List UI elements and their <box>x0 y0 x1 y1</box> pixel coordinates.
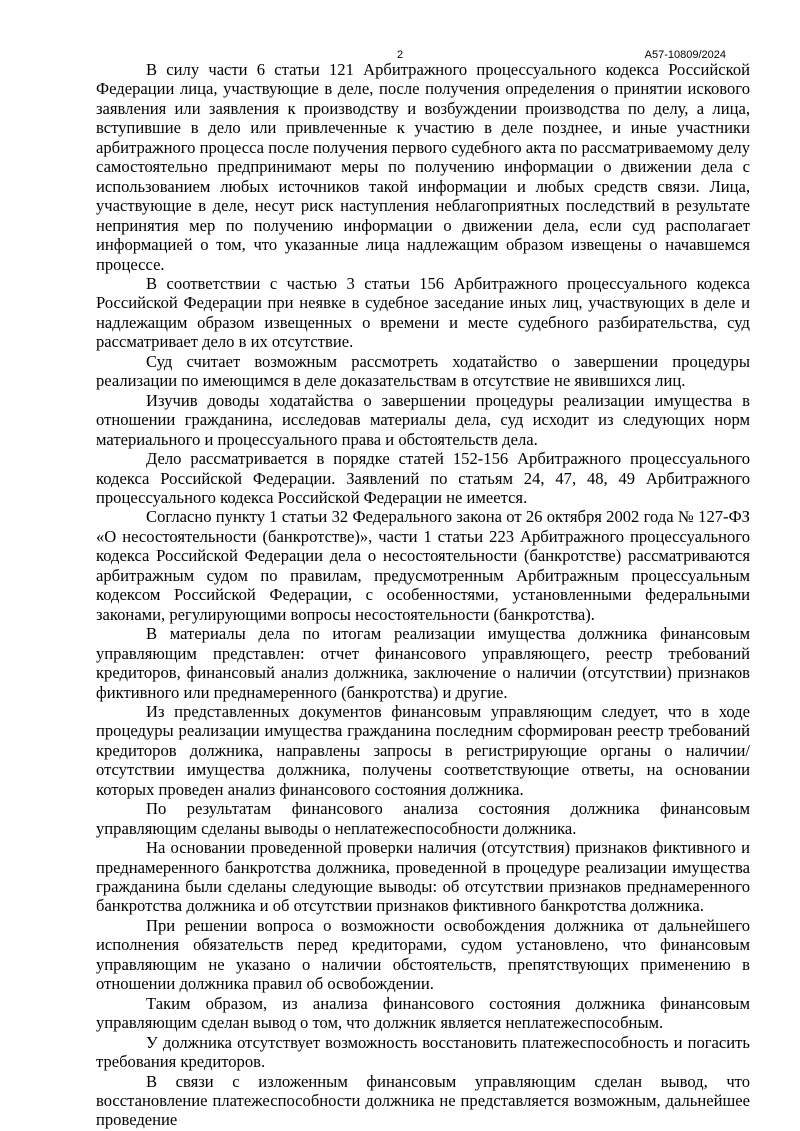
paragraph: По результатам финансового анализа состояния должника финансовым управляющим сделаны выводы о неплатежеспособности должника. <box>96 799 750 838</box>
paragraph: В соответствии с частью 3 статьи 156 Арбитражного процессуального кодекса Российской Федерации при неявке в судебное заседание иных лиц, участвующих в деле и надлежащим образом извещенных о времени и месте судебного разбирательства, суд рассматривает дело в их отсутствие. <box>96 273 750 352</box>
paragraph: Согласно пункту 1 статьи 32 Федерального закона от 26 октября 2002 года № 127-ФЗ «О несостоятельности (банкротстве)», части 1 статьи 223 Арбитражного процессуального кодекса Российской Федерации дела о несостоятельности (банкротстве) рассматриваются арбитражным судом по правилам, предусмотренным Арбитражным процессуальным кодексом Российской Федерации, с особенностями, установленными федеральными законами, регулирующими вопросы несостоятельности (банкротства). <box>96 507 750 624</box>
paragraph: На основании проведенной проверки наличия (отсутствия) признаков фиктивного и преднамеренного банкротства должника, проведенной в процедуре реализации имущества гражданина были сделаны следующие выводы: об отсутствии признаков преднамеренного банкротства должника и об отсутствии признаков фиктивного банкротства должника. <box>96 838 750 916</box>
paragraph: Таким образом, из анализа финансового состояния должника финансовым управляющим сделан вывод о том, что должник является неплатежеспособным. <box>96 993 750 1033</box>
paragraph: Суд считает возможным рассмотреть ходатайство о завершении процедуры реализации по имеющимся в деле доказательствам в отсутствие не явившихся лиц. <box>96 351 750 391</box>
paragraph: Из представленных документов финансовым управляющим следует, что в ходе процедуры реализации имущества гражданина последним сформирован реестр требований кредиторов должника, направлены запросы в регистрирующие органы о наличии/отсутствии имущества должника, получены соответствующие ответы, на основании которых проведен анализ финансового состояния должника. <box>96 701 750 799</box>
case-number: А57-10809/2024 <box>644 49 726 61</box>
document-body <box>96 60 750 1130</box>
paragraph: У должника отсутствует возможность восстановить платежеспособность и погасить требования кредиторов. <box>96 1032 750 1072</box>
paragraph: В связи с изложенным финансовым управляющим сделан вывод, что восстановление платежеспособности должника не представляется возможным, дальнейшее проведение <box>96 1071 750 1130</box>
paragraph: Изучив доводы ходатайства о завершении процедуры реализации имущества в отношении гражданина, исследовав материалы дела, суд исходит из следующих норм материального и процессуального права и обстоятельств дела. <box>96 390 750 449</box>
paragraph: Дело рассматривается в порядке статей 152-156 Арбитражного процессуального кодекса Российской Федерации. Заявлений по статьям 24, 47, 48, 49 Арбитражного процессуального кодекса Российской Федерации не имеется. <box>96 449 750 507</box>
paragraph: При решении вопроса о возможности освобождения должника от дальнейшего исполнения обязательств перед кредиторами, судом установлено, что финансовым управляющим не указано о наличии обстоятельств, препятствующих применению в отношении должника правил об освобождении. <box>96 915 750 994</box>
page-number: 2 <box>396 49 404 61</box>
paragraph: В материалы дела по итогам реализации имущества должника финансовым управляющим представлен: отчет финансового управляющего, реестр требований кредиторов, финансовый анализ должника, заключение о наличии (отсутствии) признаков фиктивного или преднамеренного (банкротства) и другие. <box>96 624 750 702</box>
paragraph: В силу части 6 статьи 121 Арбитражного процессуального кодекса Российской Федерации лица, участвующие в деле, после получения определения о принятии искового заявления или заявления к производству и возбуждении производства по делу, а лица, вступившие в дело или привлеченные к участию в деле позднее, и иные участники арбитражного процесса после получения первого судебного акта по рассматриваемому делу самостоятельно предпринимают меры по получению информации о движении дела с использованием любых источников такой информации и любых средств связи. Лица, участвующие в деле, несут риск наступления неблагоприятных последствий в результате непринятия мер по получению информации о движении дела, если суд располагает информацией о том, что указанные лица надлежащим образом извещены о начавшемся процессе. <box>96 60 750 274</box>
